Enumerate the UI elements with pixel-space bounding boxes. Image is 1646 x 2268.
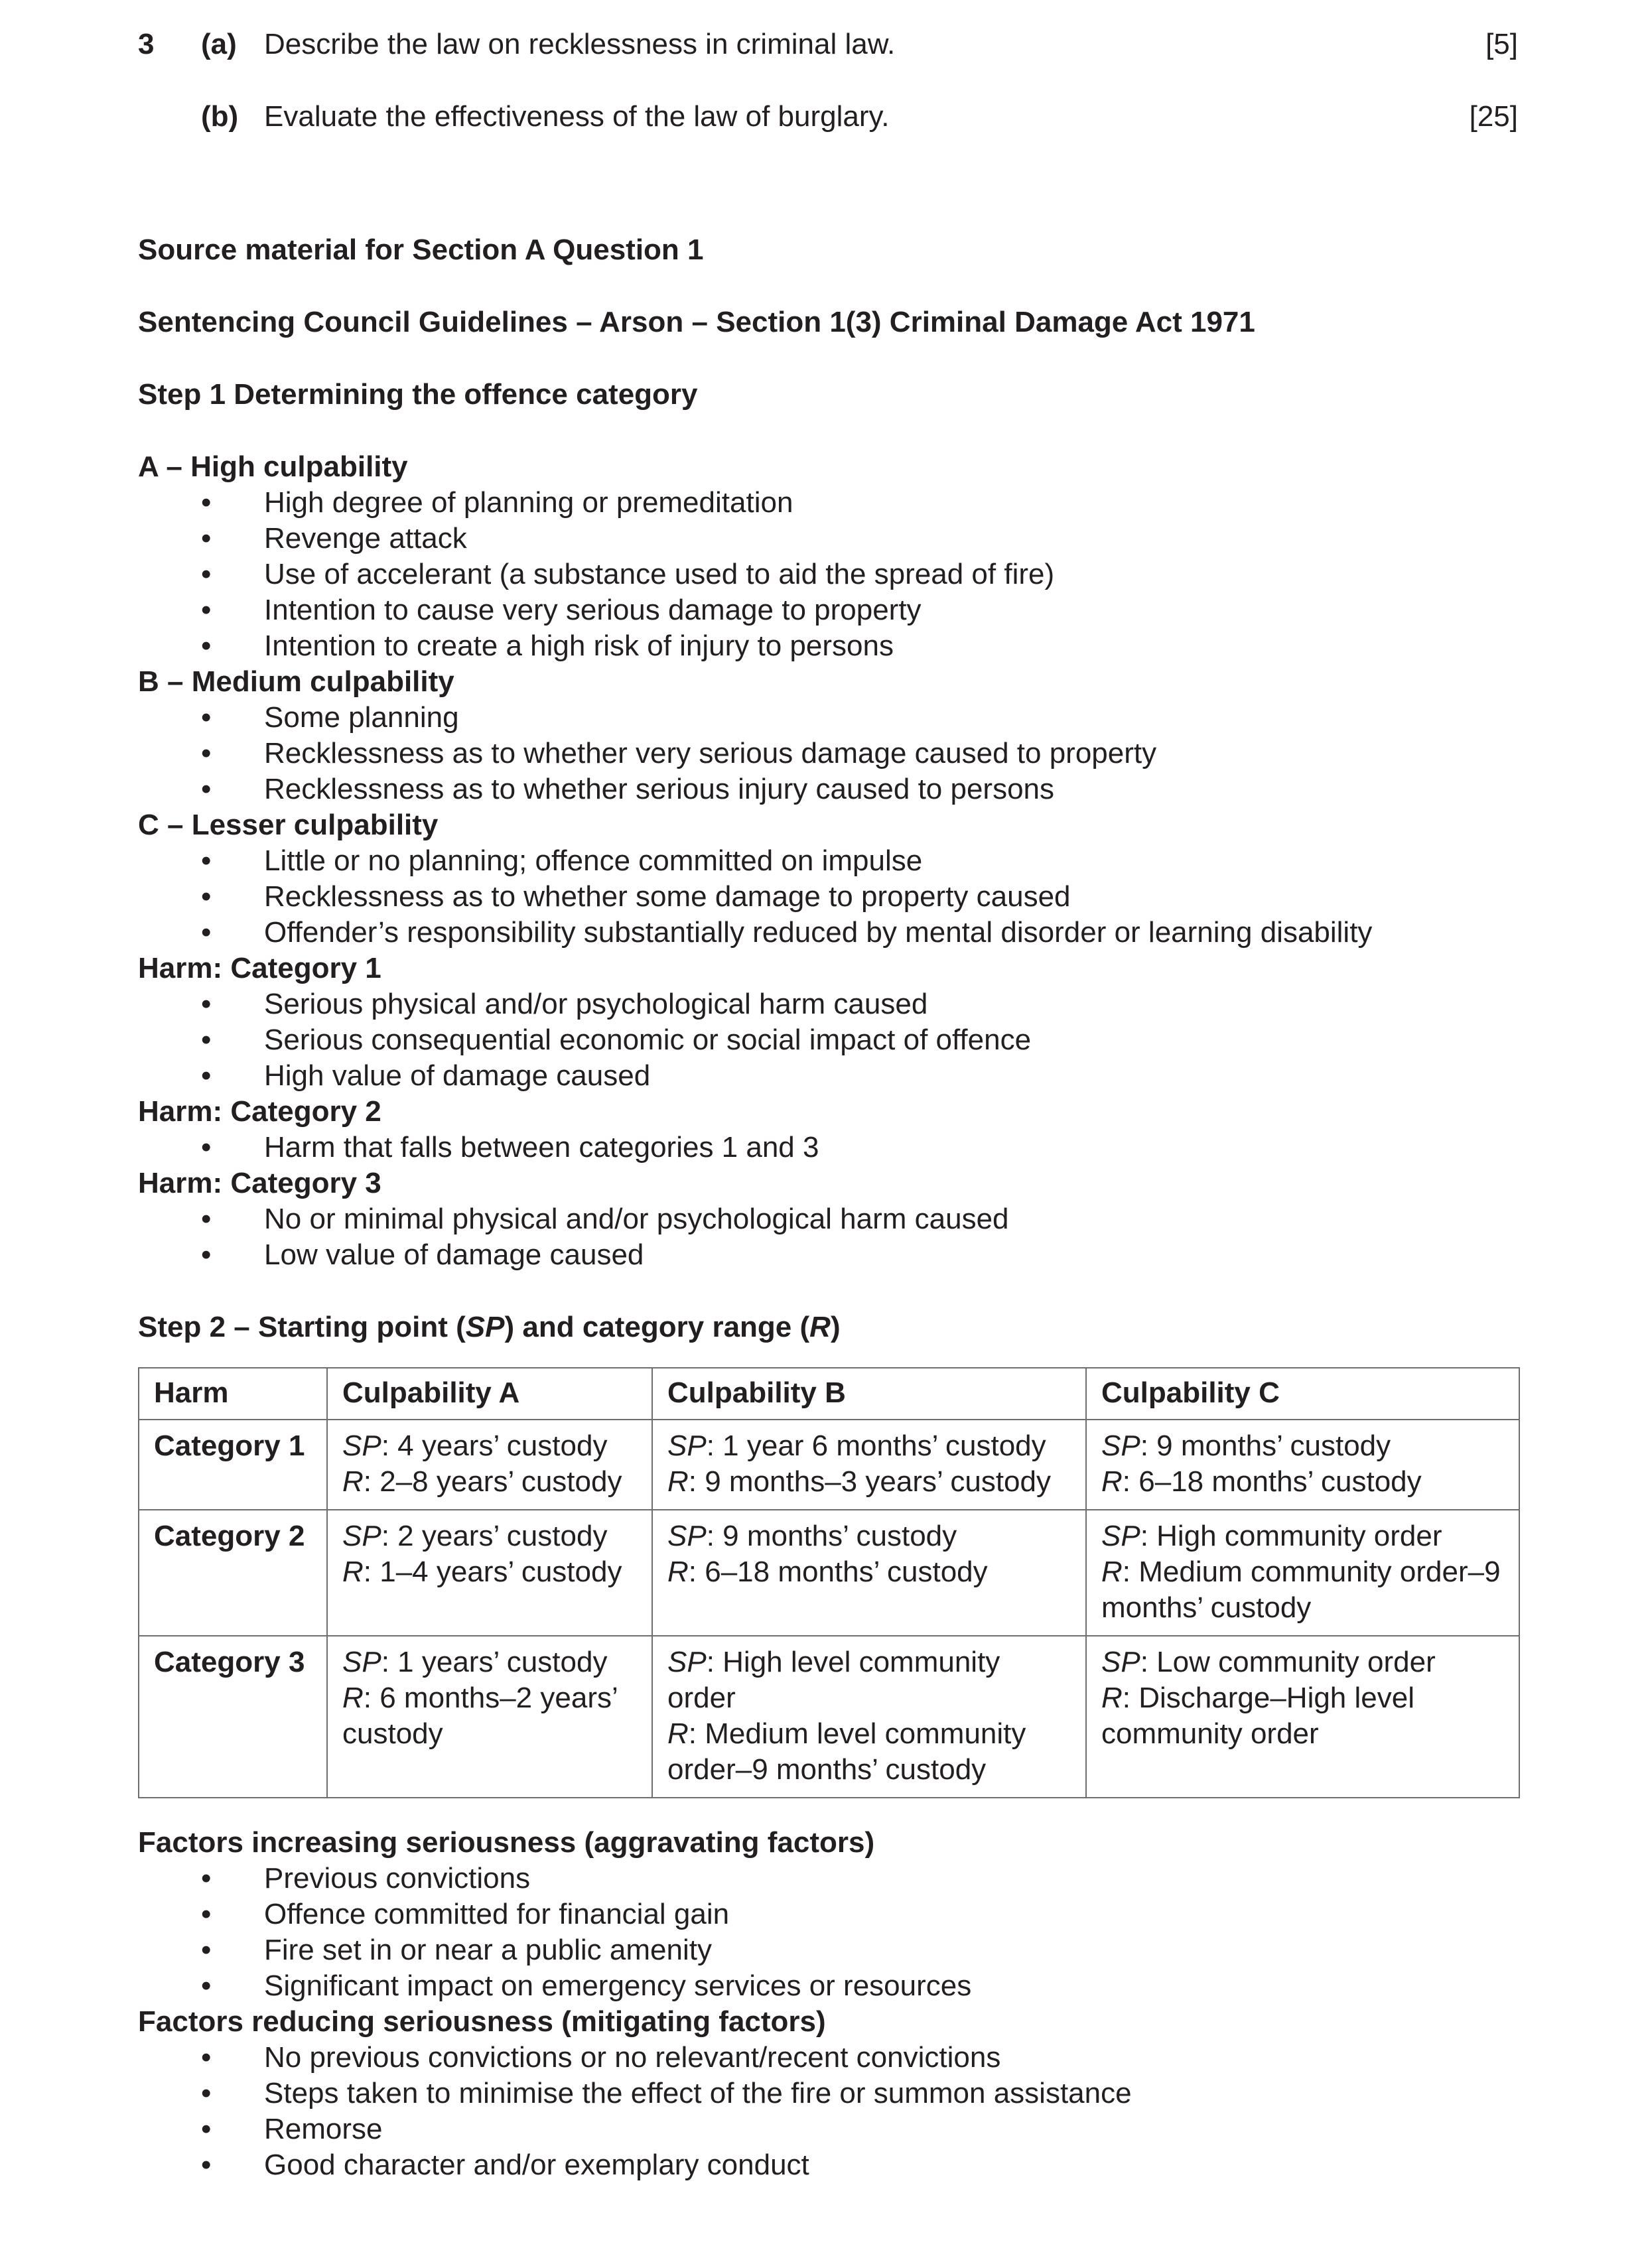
source-title: Source material for Section A Question 1 [138, 233, 704, 266]
sp-label: SP [1101, 1430, 1140, 1462]
list-item: • Recklessness as to whether serious injury caused to persons [138, 771, 1518, 807]
part-marks: [5] [1485, 28, 1518, 60]
list-item: • Revenge attack [138, 521, 1518, 557]
table-row [139, 1420, 1519, 1510]
sp-value: : 4 years’ custody [381, 1430, 608, 1462]
list-item: • Serious consequential economic or social impact of offence [138, 1022, 1518, 1058]
sp-label: SP [667, 1646, 707, 1678]
part-text: Describe the law on recklessness in criminal law. [264, 28, 896, 60]
list-item: • Offender’s responsibility substantially reduced by mental disorder or learning disability [138, 915, 1518, 951]
category-heading: Harm: Category 3 [138, 1167, 381, 1199]
r-line [1101, 1680, 1504, 1752]
r-line [1101, 1554, 1504, 1626]
sp-value: : Low community order [1140, 1646, 1436, 1678]
r-label: R [667, 1717, 689, 1750]
step2-heading-text: Step 2 – Starting point ( [138, 1311, 466, 1343]
part-label: (a) [201, 28, 237, 60]
step2-heading-text: ) and category range ( [504, 1311, 810, 1343]
list-item: • No or minimal physical and/or psychological harm caused [138, 1201, 1518, 1237]
list-item: • No previous convictions or no relevant/recent convictions [138, 2040, 1518, 2076]
sp-label: SP [342, 1430, 381, 1462]
r-value: : Discharge–High level community order [1101, 1682, 1414, 1750]
table-cell [327, 1510, 652, 1636]
bullet-list [138, 700, 1518, 807]
r-line [667, 1464, 1071, 1500]
sp-line [342, 1428, 637, 1464]
table-cell [327, 1636, 652, 1798]
table-cell [1086, 1636, 1519, 1798]
r-line [342, 1554, 637, 1590]
r-label: R [342, 1465, 364, 1498]
r-line [667, 1716, 1071, 1788]
category-heading: Harm: Category 2 [138, 1095, 381, 1128]
table-row [139, 1510, 1519, 1636]
sp-line [1101, 1428, 1504, 1464]
bullet-list [138, 1861, 1518, 2004]
factor-sections [138, 1825, 1518, 2183]
question-part-b [138, 99, 1518, 135]
list-item: • Remorse [138, 2111, 1518, 2147]
sp-line [342, 1644, 637, 1680]
sp-line [342, 1518, 637, 1554]
sp-value: : High community order [1140, 1520, 1442, 1552]
column-header: Culpability A [327, 1368, 652, 1420]
question-number: 3 [138, 28, 155, 60]
list-item: • Low value of damage caused [138, 1237, 1518, 1273]
r-line [1101, 1464, 1504, 1500]
list-item: • Intention to create a high risk of injury to persons [138, 628, 1518, 664]
question-part-a [138, 27, 1518, 62]
column-header: Culpability C [1086, 1368, 1519, 1420]
list-item: • Offence committed for financial gain [138, 1897, 1518, 1932]
r-value: : Medium level community order–9 months’ custody [667, 1717, 1026, 1786]
list-item: • Significant impact on emergency services or resources [138, 1968, 1518, 2004]
row-header: Category 1 [139, 1420, 327, 1510]
bullet-list [138, 2040, 1518, 2183]
bullet-list [138, 485, 1518, 664]
r-line [667, 1554, 1071, 1590]
r-line [342, 1464, 637, 1500]
sp-value: : 9 months’ custody [1140, 1430, 1391, 1462]
r-label: R [1101, 1465, 1123, 1498]
column-header: Culpability B [652, 1368, 1086, 1420]
table-header-row [139, 1368, 1519, 1420]
sp-label: SP [667, 1430, 707, 1462]
r-value: : 1–4 years’ custody [363, 1556, 622, 1588]
sp-line [1101, 1644, 1504, 1680]
sp-value: : 1 year 6 months’ custody [706, 1430, 1046, 1462]
list-item: • Use of accelerant (a substance used to aid the spread of fire) [138, 557, 1518, 592]
sp-label: SP [1101, 1520, 1140, 1552]
list-item: • High value of damage caused [138, 1058, 1518, 1094]
part-label: (b) [201, 100, 239, 133]
part-text: Evaluate the effectiveness of the law of burglary. [264, 100, 890, 133]
r-label: R [667, 1556, 689, 1588]
category-sections [138, 449, 1518, 1273]
r-label: R [342, 1682, 364, 1714]
step2-heading [138, 1309, 1518, 1345]
list-item: • Harm that falls between categories 1 and 3 [138, 1130, 1518, 1166]
step1-heading: Step 1 Determining the offence category [138, 378, 698, 411]
table-cell [1086, 1420, 1519, 1510]
table-cell [652, 1510, 1086, 1636]
sp-value: : 1 years’ custody [381, 1646, 608, 1678]
row-header: Category 2 [139, 1510, 327, 1636]
bullet-list [138, 1201, 1518, 1273]
r-value: : 2–8 years’ custody [363, 1465, 622, 1498]
category-heading: A – High culpability [138, 450, 408, 483]
sp-label: SP [342, 1520, 381, 1552]
sp-line [1101, 1518, 1504, 1554]
list-item: • Fire set in or near a public amenity [138, 1932, 1518, 1968]
table-row [139, 1636, 1519, 1798]
category-heading: B – Medium culpability [138, 665, 454, 698]
step2-heading-text: ) [830, 1311, 841, 1343]
r-line [342, 1680, 637, 1752]
table-cell [652, 1420, 1086, 1510]
table-cell [327, 1420, 652, 1510]
list-item: • Recklessness as to whether very serious damage caused to property [138, 736, 1518, 771]
table-cell [652, 1636, 1086, 1798]
r-label: R [342, 1556, 364, 1588]
r-label: R [1101, 1682, 1123, 1714]
part-marks: [25] [1469, 100, 1518, 133]
list-item: • Steps taken to minimise the effect of the fire or summon assistance [138, 2076, 1518, 2111]
aggravating-heading: Factors increasing seriousness (aggravating factors) [138, 1826, 875, 1859]
sp-line [667, 1428, 1071, 1464]
bullet-list [138, 843, 1518, 951]
list-item: • Some planning [138, 700, 1518, 736]
list-item: • Previous convictions [138, 1861, 1518, 1897]
sp-line [667, 1644, 1071, 1716]
list-item: • Serious physical and/or psychological harm caused [138, 986, 1518, 1022]
list-item: • Good character and/or exemplary conduct [138, 2147, 1518, 2183]
list-item: • Intention to cause very serious damage to property [138, 592, 1518, 628]
bullet-list [138, 1130, 1518, 1166]
list-item: • High degree of planning or premeditation [138, 485, 1518, 521]
r-label: R [1101, 1556, 1123, 1588]
exam-page [138, 27, 1518, 2183]
sp-value: : 9 months’ custody [706, 1520, 957, 1552]
mitigating-heading: Factors reducing seriousness (mitigating factors) [138, 2005, 826, 2038]
step2-heading-sp: SP [465, 1311, 505, 1343]
sp-label: SP [667, 1520, 707, 1552]
table-cell [1086, 1510, 1519, 1636]
sp-line [667, 1518, 1071, 1554]
category-heading: Harm: Category 1 [138, 952, 381, 984]
r-value: : 6–18 months’ custody [688, 1556, 988, 1588]
sentencing-table [138, 1367, 1520, 1798]
r-label: R [667, 1465, 689, 1498]
bullet-list [138, 986, 1518, 1094]
sp-label: SP [1101, 1646, 1140, 1678]
sp-value: : High level community order [667, 1646, 1000, 1714]
column-header: Harm [139, 1368, 327, 1420]
r-value: : 9 months–3 years’ custody [688, 1465, 1051, 1498]
source-subtitle: Sentencing Council Guidelines – Arson – Section 1(3) Criminal Damage Act 1971 [138, 306, 1255, 338]
r-value: : Medium community order–9 months’ custody [1101, 1556, 1501, 1624]
list-item: • Recklessness as to whether some damage to property caused [138, 879, 1518, 915]
r-value: : 6 months–2 years’ custody [342, 1682, 618, 1750]
list-item: • Little or no planning; offence committed on impulse [138, 843, 1518, 879]
category-heading: C – Lesser culpability [138, 809, 439, 841]
step2-heading-r: R [809, 1311, 831, 1343]
r-value: : 6–18 months’ custody [1122, 1465, 1422, 1498]
sp-label: SP [342, 1646, 381, 1678]
row-header: Category 3 [139, 1636, 327, 1798]
sp-value: : 2 years’ custody [381, 1520, 608, 1552]
